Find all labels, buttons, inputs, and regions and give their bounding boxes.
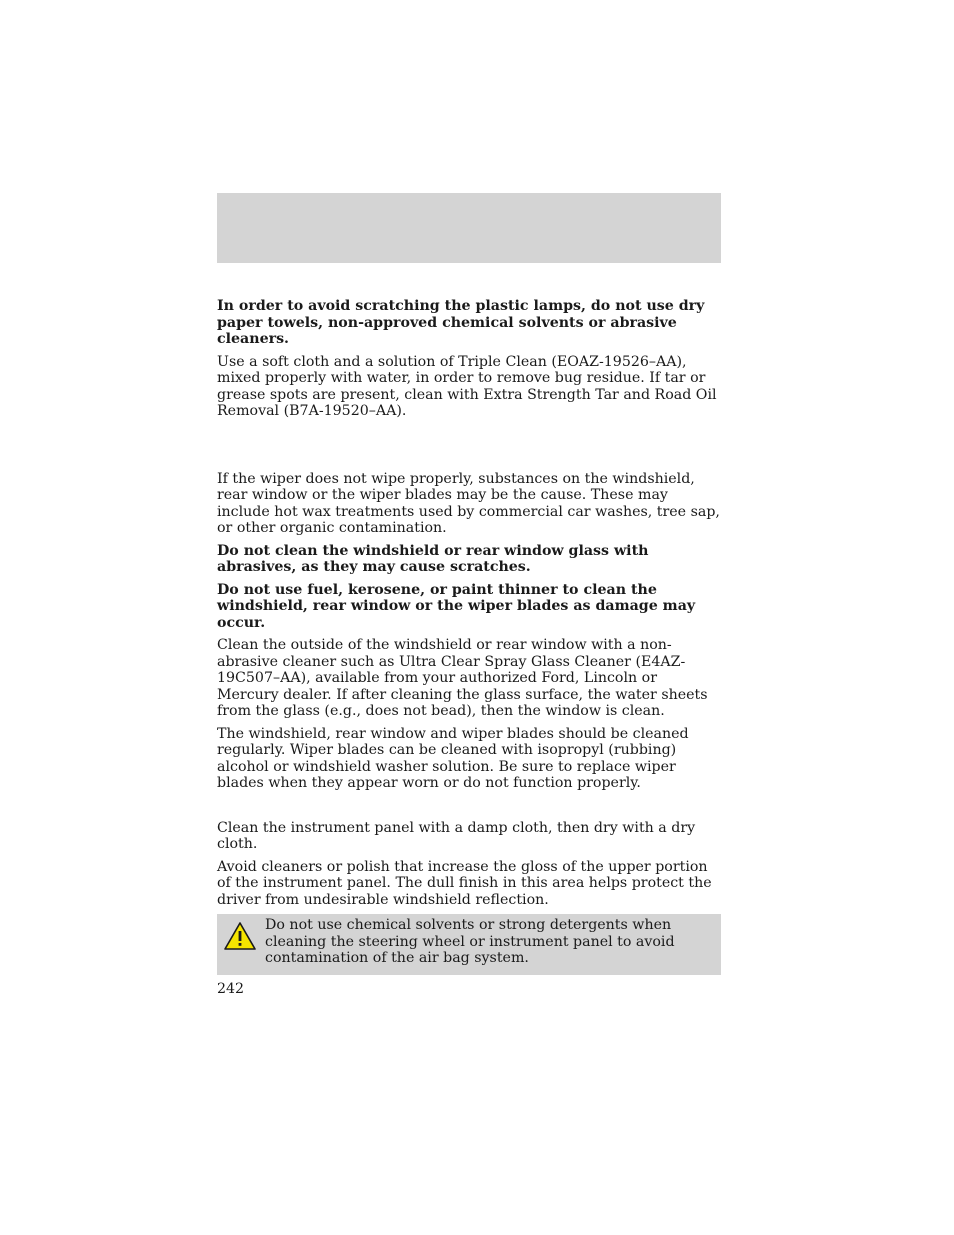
air-bag-warning-text: Do not use chemical solvents or strong detergents when cleaning the steering wheel or instrument panel to avoid contamination of the air bag system. [265,917,675,966]
lamps-instruction-text: Use a soft cloth and a solution of Triple Clean (EOAZ-19526–AA), mixed properly with water, in order to remove bug residue. If tar or grease spots are present, clean with Extra Strength Tar and Road Oil Removal (B7A-19520–AA). [217,353,717,419]
lamps-warning-text: In order to avoid scratching the plastic lamps, do not use dry paper towels, non-approved chemical solvents or abrasive cleaners. [217,298,705,347]
section-spacer [217,426,723,471]
instrument-panel-clean-text: Clean the instrument panel with a damp cloth, then dry with a dry cloth. [217,819,696,852]
windshield-solvents-warning: Do not use fuel, kerosene, or paint thinner to clean the windshield, rear window or the wiper blades as damage may occur. [217,581,696,631]
page-content [217,298,723,975]
section-header-band [217,193,721,263]
section-spacer [217,798,723,820]
page-number: 242 [217,981,245,997]
windshield-cleaning-text: Clean the outside of the windshield or rear window with a non-abrasive cleaner such as Ultra Clear Spray Glass Cleaner (E4AZ-19C507–AA), available from your authorized Ford, Lincoln or Mercury dealer. If after cleaning the glass surface, the water sheets from the glass (e.g., does not bead), then the window is clean. [217,637,708,719]
wiper-blades-text: The windshield, rear window and wiper blades should be cleaned regularly. Wiper blades can be cleaned with isopropyl (rubbing) alcohol or windshield washer solution. Be sure to replace wiper blades when they appear worn or do not function properly. [217,725,689,791]
windshield-intro-text: If the wiper does not wipe properly, substances on the windshield, rear window or the wiper blades may be the cause. These may include hot wax treatments used by commercial car washes, tree sap, or other organic contamination. [217,470,720,536]
air-bag-warning-box [217,914,721,975]
windshield-abrasives-warning: Do not clean the windshield or rear window glass with abrasives, as they may cause scratches. [217,542,649,575]
instrument-panel-avoid-text: Avoid cleaners or polish that increase the gloss of the upper portion of the instrument panel. The dull finish in this area helps protect the driver from undesirable windshield reflection. [217,858,712,908]
warning-triangle-icon [223,921,257,951]
